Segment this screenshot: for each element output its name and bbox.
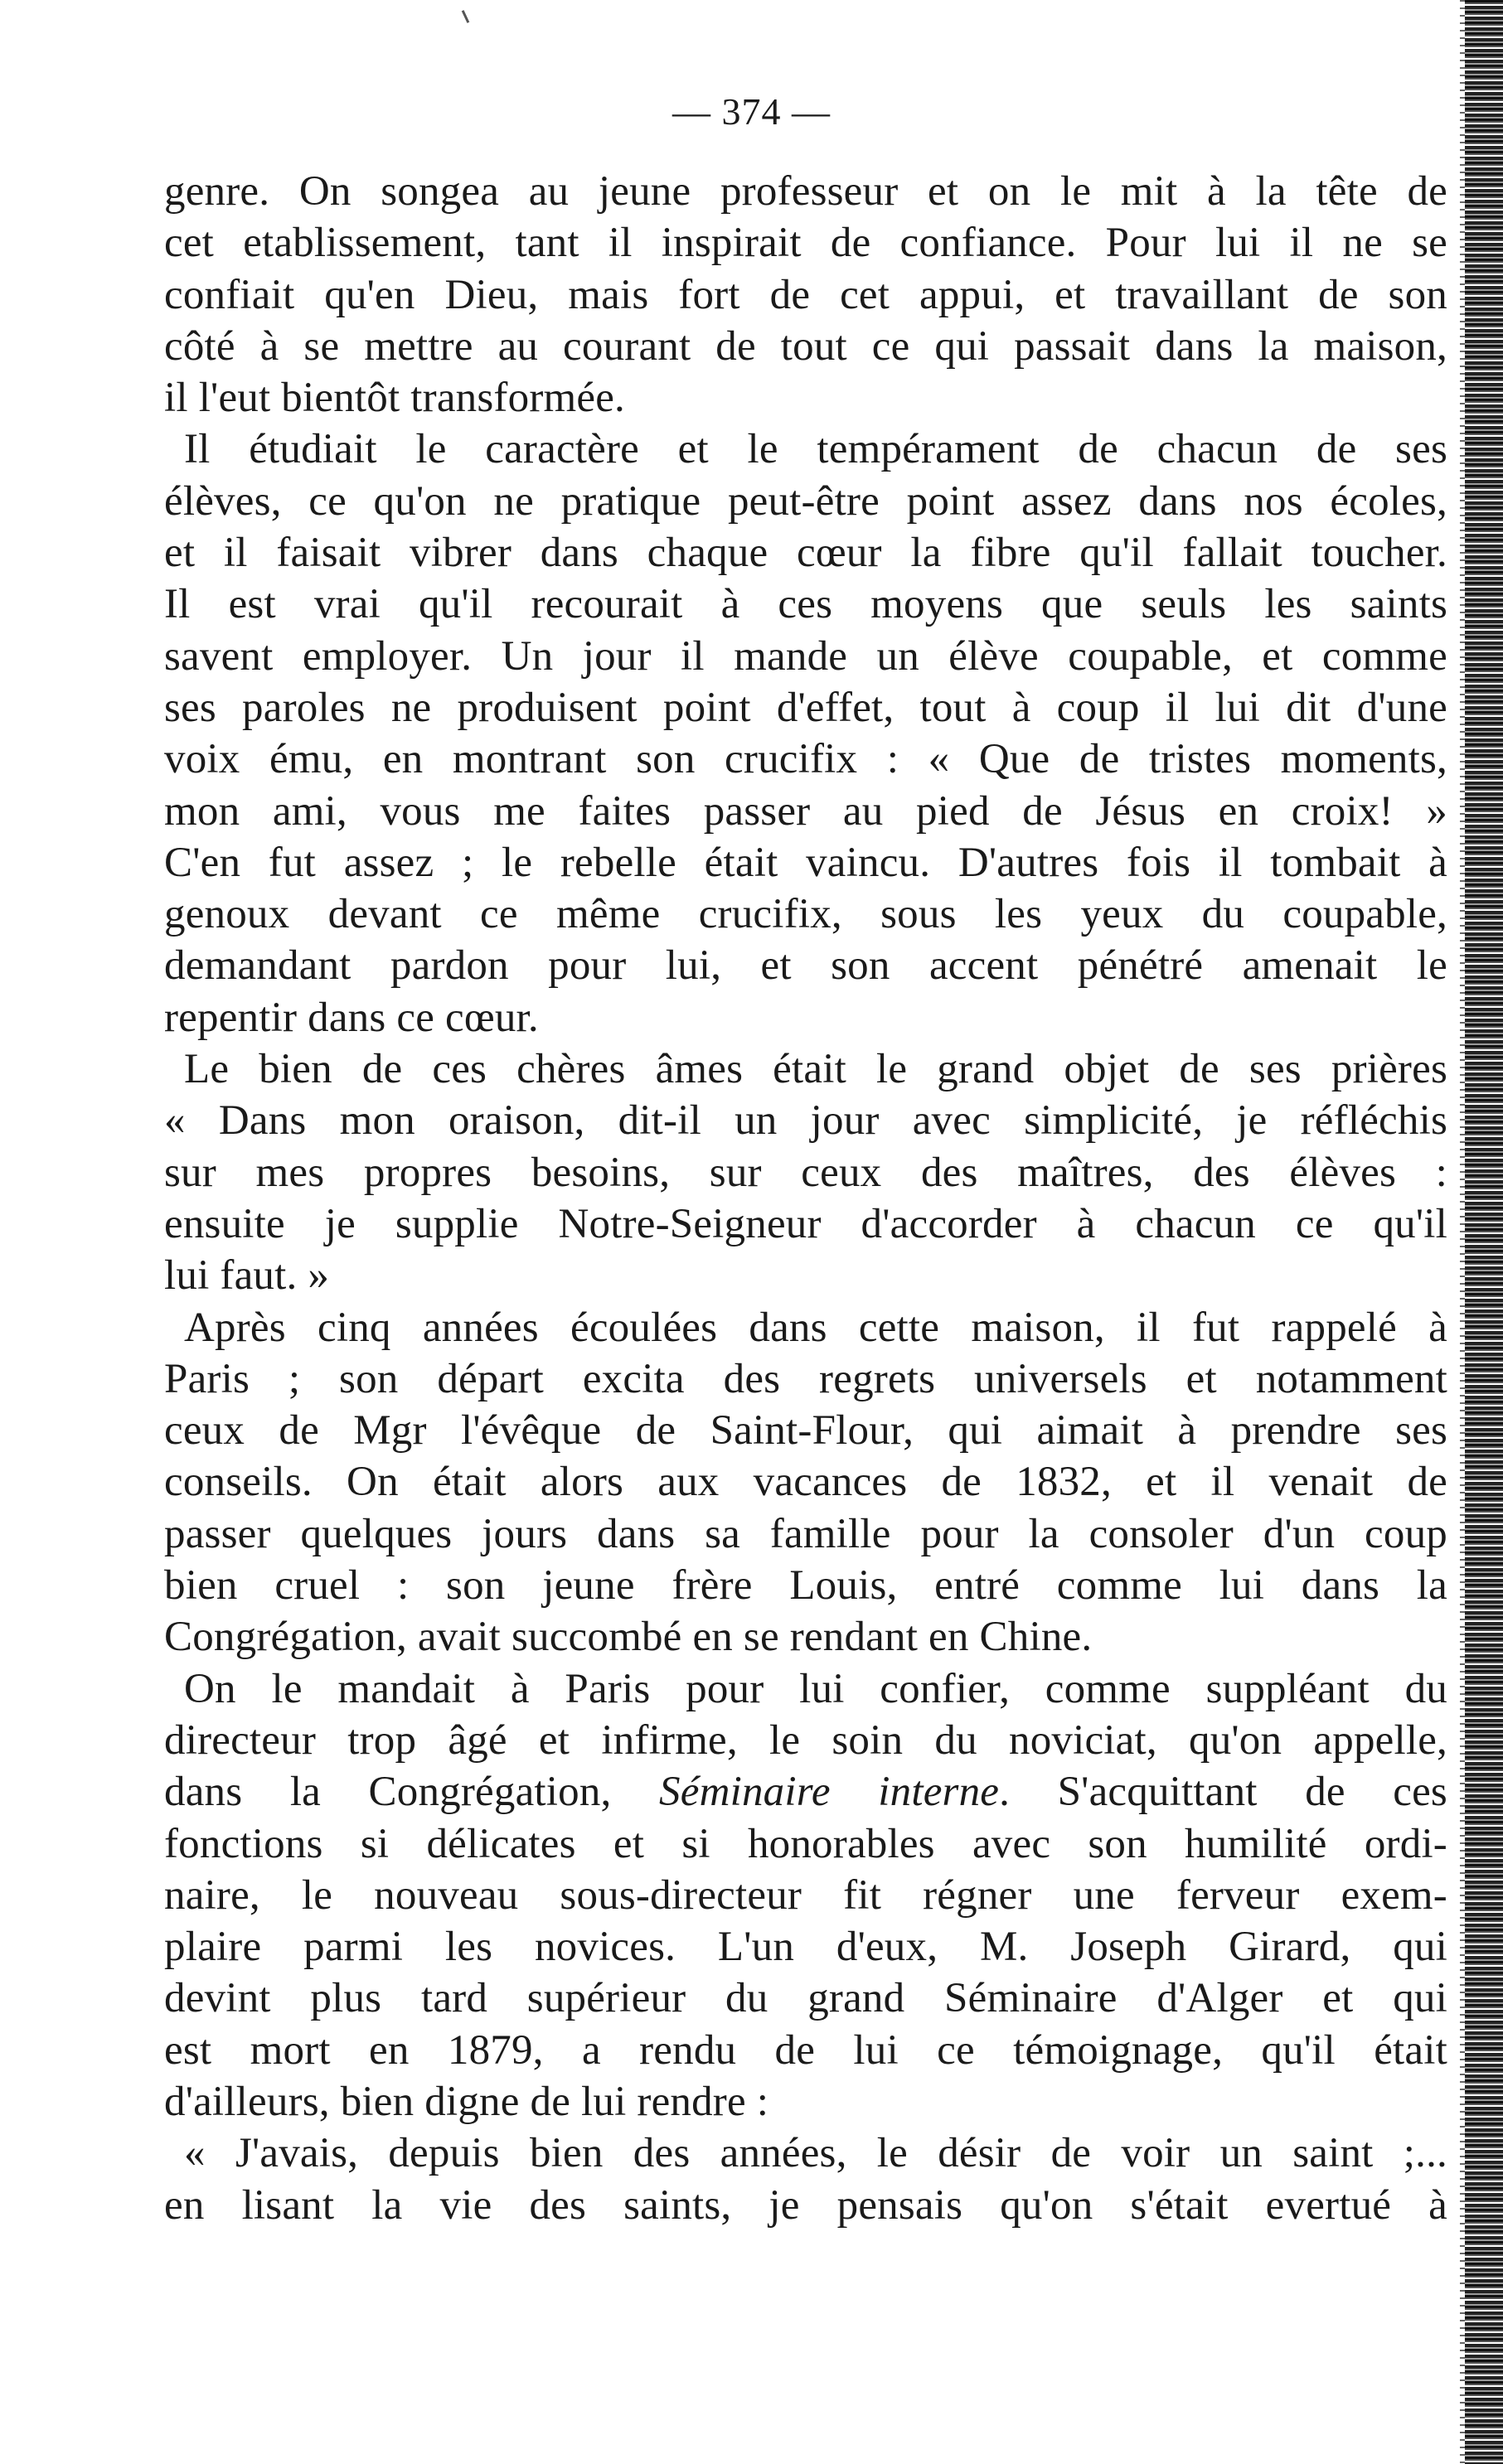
paragraph: [164, 2128, 1447, 2231]
italic-term: Séminaire interne: [659, 1769, 1000, 1816]
page-number: — 374 —: [672, 90, 831, 133]
text-line: passer quelques jours dans sa famille pour la consoler d'un coup: [164, 1510, 1447, 1557]
text-line: genre. On songea au jeune professeur et on le mit à la tête de: [164, 168, 1447, 215]
text-line: naire, le nouveau sous-directeur fit régner une ferveur exem-: [164, 1871, 1447, 1919]
paragraph: [164, 1302, 1447, 1663]
text-line: mon ami, vous me faites passer au pied de Jésus en croix! »: [164, 787, 1447, 835]
text-line: Congrégation, avait succombé en se rendant en Chine.: [164, 1614, 1093, 1661]
scan-speck: [462, 10, 469, 23]
text-line: et il faisait vibrer dans chaque cœur la fibre qu'il fallait toucher.: [164, 530, 1447, 577]
text-line: savent employer. Un jour il mande un élève coupable, et comme: [164, 632, 1447, 680]
text-line: Il est vrai qu'il recourait à ces moyens que seuls les saints: [164, 581, 1447, 628]
text-line: Paris ; son départ excita des regrets universels et notamment: [164, 1355, 1447, 1402]
text-line: On le mandait à Paris pour lui confier, comme suppléant du: [184, 1665, 1447, 1712]
text-line: « Dans mon oraison, dit-il un jour avec simplicité, je réfléchis: [164, 1097, 1447, 1145]
text-line: devint plus tard supérieur du grand Séminaire d'Alger et qui: [164, 1975, 1447, 2022]
text-line: dans la Congrégation, Séminaire interne. S'acquittant de ces: [164, 1769, 1447, 1816]
text-line: lui faut. »: [164, 1252, 330, 1300]
text-line: C'en fut assez ; le rebelle était vaincu. D'autres fois il tombait à: [164, 839, 1447, 886]
binding-edge: [1465, 0, 1503, 2464]
body-text: [164, 166, 1447, 2231]
paragraph: [164, 424, 1447, 1043]
text-line: ensuite je supplie Notre-Seigneur d'accorder à chacun ce qu'il: [164, 1200, 1447, 1247]
text-line: bien cruel : son jeune frère Louis, entré comme lui dans la: [164, 1562, 1447, 1610]
paragraph: [164, 166, 1447, 424]
text-line: repentir dans ce cœur.: [164, 994, 539, 1041]
paragraph: [164, 1043, 1447, 1301]
text-line: ses paroles ne produisent point d'effet, tout à coup il lui dit d'une: [164, 684, 1447, 731]
text-line: d'ailleurs, bien digne de lui rendre :: [164, 2078, 769, 2125]
text-line: genoux devant ce même crucifix, sous les yeux du coupable,: [164, 891, 1447, 938]
text-line: « J'avais, depuis bien des années, le désir de voir un saint ;...: [184, 2130, 1447, 2177]
text-line: en lisant la vie des saints, je pensais qu'on s'était evertué à: [164, 2181, 1447, 2229]
text-line: fonctions si délicates et si honorables avec son humilité ordi-: [164, 1820, 1447, 1867]
text-line: plaire parmi les novices. L'un d'eux, M. Joseph Girard, qui: [164, 1924, 1447, 1971]
text-line: conseils. On était alors aux vacances de 1832, et il venait de: [164, 1459, 1447, 1506]
text-line: sur mes propres besoins, sur ceux des maîtres, des élèves :: [164, 1149, 1447, 1196]
text-line: Il étudiait le caractère et le tempérament de chacun de ses: [184, 426, 1447, 473]
paragraph: [164, 1663, 1447, 2128]
text-line: cet etablissement, tant il inspirait de confiance. Pour lui il ne se: [164, 220, 1447, 267]
text-line: Le bien de ces chères âmes était le grand objet de ses prières: [184, 1046, 1447, 1093]
text-line: voix ému, en montrant son crucifix : « Que de tristes moments,: [164, 736, 1447, 783]
text-line: est mort en 1879, a rendu de lui ce témoignage, qu'il était: [164, 2026, 1447, 2074]
text-line: il l'eut bientôt transformée.: [164, 375, 625, 422]
text-line: côté à se mettre au courant de tout ce qui passait dans la maison,: [164, 322, 1447, 370]
text-line: Après cinq années écoulées dans cette maison, il fut rappelé à: [184, 1304, 1447, 1351]
text-line: ceux de Mgr l'évêque de Saint-Flour, qui aimait à prendre ses: [164, 1407, 1447, 1455]
text-line: demandant pardon pour lui, et son accent pénétré amenait le: [164, 942, 1447, 990]
text-line: élèves, ce qu'on ne pratique peut-être point assez dans nos écoles,: [164, 477, 1447, 525]
text-line: confiait qu'en Dieu, mais fort de cet appui, et travaillant de son: [164, 271, 1447, 318]
text-line: directeur trop âgé et infirme, le soin du noviciat, qu'on appelle,: [164, 1716, 1447, 1764]
